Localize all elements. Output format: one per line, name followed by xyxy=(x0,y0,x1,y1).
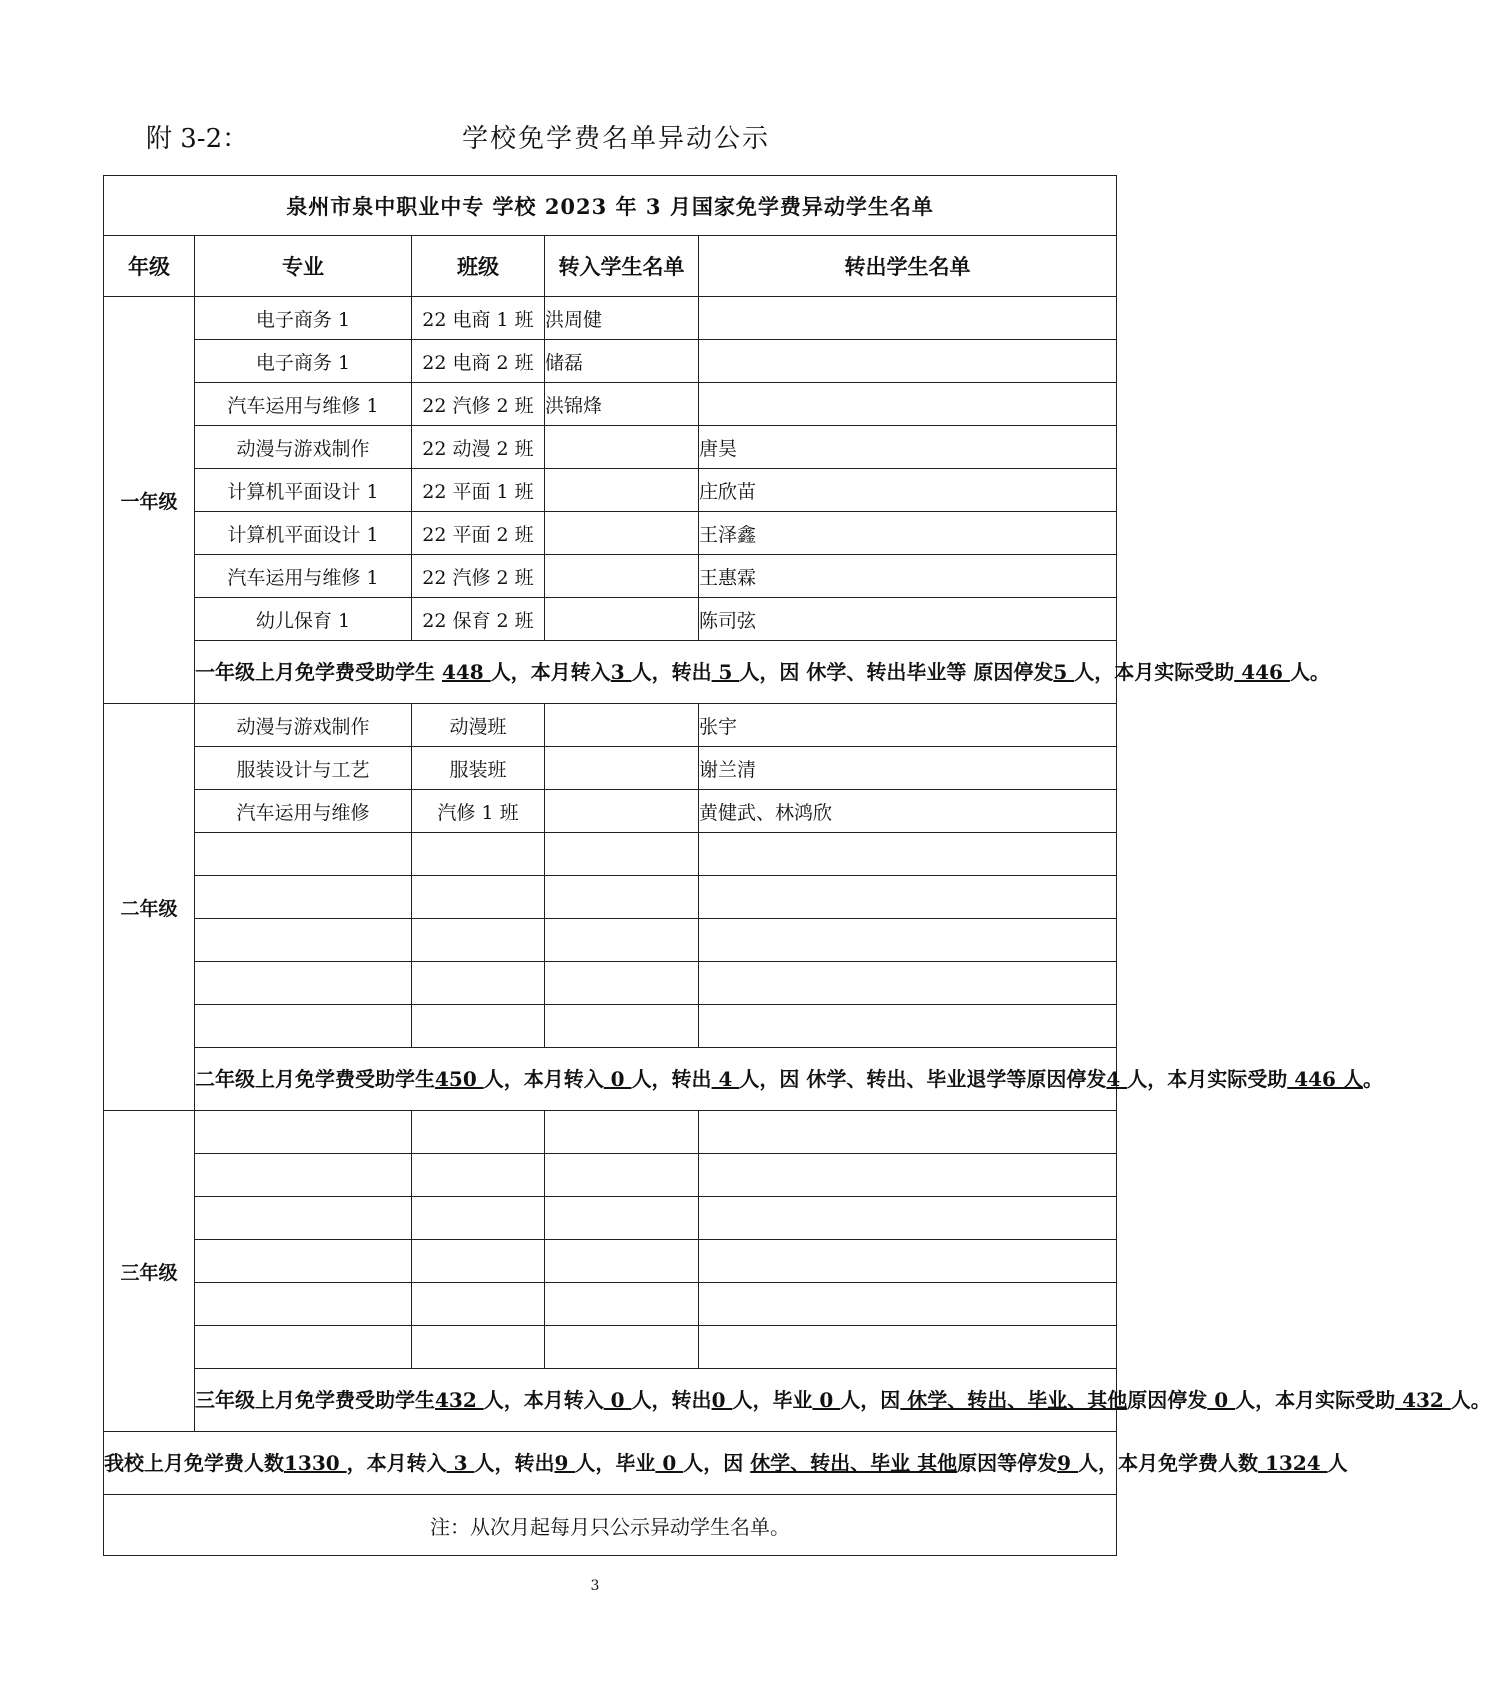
class-cell: 动漫班 xyxy=(412,704,545,747)
in-count: 3 xyxy=(446,1450,475,1475)
grade-summary-row xyxy=(104,1048,1117,1111)
major-cell: 汽车运用与维修 1 xyxy=(195,555,412,598)
transfer-out-cell: 陈司弦 xyxy=(699,598,1117,641)
transfer-in-cell xyxy=(545,512,699,555)
transfer-in-cell xyxy=(545,1197,699,1240)
class-cell: 22 保育 2 班 xyxy=(412,598,545,641)
grade-label: 三年级 xyxy=(104,1111,195,1432)
major-cell xyxy=(195,1283,412,1326)
class-cell xyxy=(412,1326,545,1369)
grade-summary-row xyxy=(104,1369,1117,1432)
table-row xyxy=(104,469,1117,512)
class-cell xyxy=(412,962,545,1005)
class-cell xyxy=(412,1240,545,1283)
major-cell: 幼儿保育 1 xyxy=(195,598,412,641)
school-total-row xyxy=(104,1432,1117,1495)
transfer-out-cell xyxy=(699,833,1117,876)
out-count: 9 xyxy=(554,1450,576,1475)
out-count: 5 xyxy=(711,659,740,684)
major-cell: 动漫与游戏制作 xyxy=(195,426,412,469)
major-cell xyxy=(195,1197,412,1240)
major-cell xyxy=(195,919,412,962)
actual-count: 432 xyxy=(1395,1387,1451,1412)
class-cell: 22 电商 2 班 xyxy=(412,340,545,383)
header-grade: 年级 xyxy=(104,236,195,297)
transfer-in-cell xyxy=(545,790,699,833)
prev-count: 432 xyxy=(435,1387,484,1412)
major-cell: 电子商务 1 xyxy=(195,340,412,383)
page-number: 3 xyxy=(590,1578,600,1594)
table-row xyxy=(104,833,1117,876)
reason-text: 休学、转出、毕业 其他 xyxy=(750,1450,958,1475)
grade-label: 一年级 xyxy=(104,297,195,704)
header-transfer-out: 转出学生名单 xyxy=(699,236,1117,297)
transfer-in-cell xyxy=(545,962,699,1005)
table-row xyxy=(104,555,1117,598)
transfer-out-cell xyxy=(699,340,1117,383)
table-row xyxy=(104,1240,1117,1283)
major-cell: 计算机平面设计 1 xyxy=(195,469,412,512)
transfer-in-cell xyxy=(545,555,699,598)
class-cell xyxy=(412,876,545,919)
transfer-in-cell xyxy=(545,833,699,876)
transfer-out-cell xyxy=(699,962,1117,1005)
transfer-in-cell: 洪锦烽 xyxy=(545,383,699,426)
grade-label: 二年级 xyxy=(104,704,195,1111)
transfer-in-cell xyxy=(545,704,699,747)
transfer-out-cell: 谢兰清 xyxy=(699,747,1117,790)
table-row xyxy=(104,919,1117,962)
transfer-out-cell xyxy=(699,1005,1117,1048)
table-row xyxy=(104,1111,1117,1154)
class-cell xyxy=(412,1005,545,1048)
transfer-out-cell xyxy=(699,919,1117,962)
transfer-in-cell xyxy=(545,1240,699,1283)
class-cell xyxy=(412,1283,545,1326)
page-heading xyxy=(0,118,1190,158)
major-cell: 汽车运用与维修 xyxy=(195,790,412,833)
class-cell xyxy=(412,833,545,876)
major-cell: 动漫与游戏制作 xyxy=(195,704,412,747)
transfer-out-cell xyxy=(699,383,1117,426)
actual-count: 446 xyxy=(1234,659,1290,684)
transfer-out-cell xyxy=(699,297,1117,340)
grade2-summary: 二年级上月免学费受助学生450 人，本月转入 0 人，转出 4 人，因 休学、转出、毕业退学等原因停发4 人，本月实际受助 446 人。 xyxy=(195,1048,1117,1111)
exemption-change-table xyxy=(103,175,1491,1556)
transfer-out-cell xyxy=(699,1111,1117,1154)
page-title: 学校免学费名单异动公示 xyxy=(462,124,771,154)
class-cell: 22 动漫 2 班 xyxy=(412,426,545,469)
graduate-count: 0 xyxy=(655,1450,684,1475)
table-row xyxy=(104,598,1117,641)
table-row xyxy=(104,704,1117,747)
transfer-out-cell: 王泽鑫 xyxy=(699,512,1117,555)
table-row xyxy=(104,297,1117,340)
transfer-out-cell xyxy=(699,876,1117,919)
table-row xyxy=(104,1326,1117,1369)
major-cell: 服装设计与工艺 xyxy=(195,747,412,790)
prev-count: 1330 xyxy=(284,1450,347,1475)
table-title: 泉州市泉中职业中专 学校 2023 年 3 月国家免学费异动学生名单 xyxy=(104,176,1117,236)
table-row xyxy=(104,876,1117,919)
transfer-in-cell xyxy=(545,426,699,469)
appendix-label: 附 3-2： xyxy=(146,124,249,154)
table-row xyxy=(104,426,1117,469)
table-title-row xyxy=(104,176,1117,236)
table-row xyxy=(104,512,1117,555)
major-cell xyxy=(195,1240,412,1283)
stop-count: 9 xyxy=(1057,1450,1079,1475)
major-cell xyxy=(195,962,412,1005)
major-cell: 汽车运用与维修 1 xyxy=(195,383,412,426)
table-row xyxy=(104,1283,1117,1326)
out-count: 0 xyxy=(711,1387,733,1412)
stop-count: 5 xyxy=(1053,659,1075,684)
class-cell: 22 汽修 2 班 xyxy=(412,383,545,426)
note-text: 注：从次月起每月只公示异动学生名单。 xyxy=(104,1495,1117,1556)
grade3-summary: 三年级上月免学费受助学生432 人，本月转入 0 人，转出0 人，毕业 0 人，因 休学、转出、毕业、其他原因停发 0 人，本月实际受助 432 人。 xyxy=(195,1369,1117,1432)
transfer-in-cell xyxy=(545,469,699,512)
transfer-out-cell: 王惠霖 xyxy=(699,555,1117,598)
transfer-out-cell xyxy=(699,1240,1117,1283)
class-cell xyxy=(412,1111,545,1154)
major-cell xyxy=(195,1154,412,1197)
transfer-in-cell xyxy=(545,1111,699,1154)
table-row xyxy=(104,340,1117,383)
in-count: 0 xyxy=(603,1066,632,1091)
transfer-in-cell xyxy=(545,747,699,790)
school-total: 我校上月免学费人数1330 ，本月转入 3 人，转出9 人，毕业 0 人，因 休学、转出、毕业 其他原因等停发9 人，本月免学费人数 1324 人 xyxy=(104,1432,1117,1495)
table-row xyxy=(104,962,1117,1005)
class-cell: 22 汽修 2 班 xyxy=(412,555,545,598)
reason-text: 休学、转出、毕业、其他 xyxy=(900,1387,1128,1412)
transfer-out-cell xyxy=(699,1154,1117,1197)
transfer-out-cell: 张宇 xyxy=(699,704,1117,747)
transfer-out-cell: 黄健武、林鸿欣 xyxy=(699,790,1117,833)
transfer-in-cell xyxy=(545,1154,699,1197)
transfer-out-cell xyxy=(699,1326,1117,1369)
transfer-in-cell xyxy=(545,1326,699,1369)
transfer-in-cell xyxy=(545,919,699,962)
header-class: 班级 xyxy=(412,236,545,297)
major-cell xyxy=(195,1326,412,1369)
table-row xyxy=(104,1197,1117,1240)
table-row xyxy=(104,1005,1117,1048)
header-major: 专业 xyxy=(195,236,412,297)
class-cell xyxy=(412,1154,545,1197)
transfer-in-cell xyxy=(545,1283,699,1326)
table-row xyxy=(104,747,1117,790)
class-cell xyxy=(412,919,545,962)
major-cell: 电子商务 1 xyxy=(195,297,412,340)
transfer-out-cell xyxy=(699,1283,1117,1326)
transfer-in-cell xyxy=(545,876,699,919)
transfer-in-cell xyxy=(545,598,699,641)
major-cell xyxy=(195,1005,412,1048)
stop-count: 0 xyxy=(1207,1387,1236,1412)
header-transfer-in: 转入学生名单 xyxy=(545,236,699,297)
transfer-in-cell: 储磊 xyxy=(545,340,699,383)
transfer-out-cell: 庄欣苗 xyxy=(699,469,1117,512)
in-count: 3 xyxy=(610,659,632,684)
major-cell xyxy=(195,833,412,876)
graduate-count: 0 xyxy=(812,1387,841,1412)
major-cell: 计算机平面设计 1 xyxy=(195,512,412,555)
actual-count: 446 人 xyxy=(1287,1066,1363,1091)
transfer-out-cell: 唐昊 xyxy=(699,426,1117,469)
out-count: 4 xyxy=(711,1066,740,1091)
class-cell: 汽修 1 班 xyxy=(412,790,545,833)
class-cell: 22 电商 1 班 xyxy=(412,297,545,340)
in-count: 0 xyxy=(603,1387,632,1412)
prev-count: 450 xyxy=(435,1066,484,1091)
class-cell: 22 平面 2 班 xyxy=(412,512,545,555)
transfer-out-cell xyxy=(699,1197,1117,1240)
class-cell xyxy=(412,1197,545,1240)
table-row xyxy=(104,790,1117,833)
class-cell: 22 平面 1 班 xyxy=(412,469,545,512)
note-row xyxy=(104,1495,1117,1556)
actual-count: 1324 xyxy=(1258,1450,1328,1475)
table-row xyxy=(104,1154,1117,1197)
table-header-row xyxy=(104,236,1117,297)
class-cell: 服装班 xyxy=(412,747,545,790)
major-cell xyxy=(195,1111,412,1154)
table-row xyxy=(104,383,1117,426)
grade1-summary: 一年级上月免学费受助学生 448 人，本月转入3 人，转出 5 人，因 休学、转出毕业等 原因停发5 人，本月实际受助 446 人。 xyxy=(195,641,1117,704)
transfer-in-cell: 洪周健 xyxy=(545,297,699,340)
transfer-in-cell xyxy=(545,1005,699,1048)
grade-summary-row xyxy=(104,641,1117,704)
major-cell xyxy=(195,876,412,919)
stop-count: 4 xyxy=(1106,1066,1128,1091)
prev-count: 448 xyxy=(441,659,491,684)
